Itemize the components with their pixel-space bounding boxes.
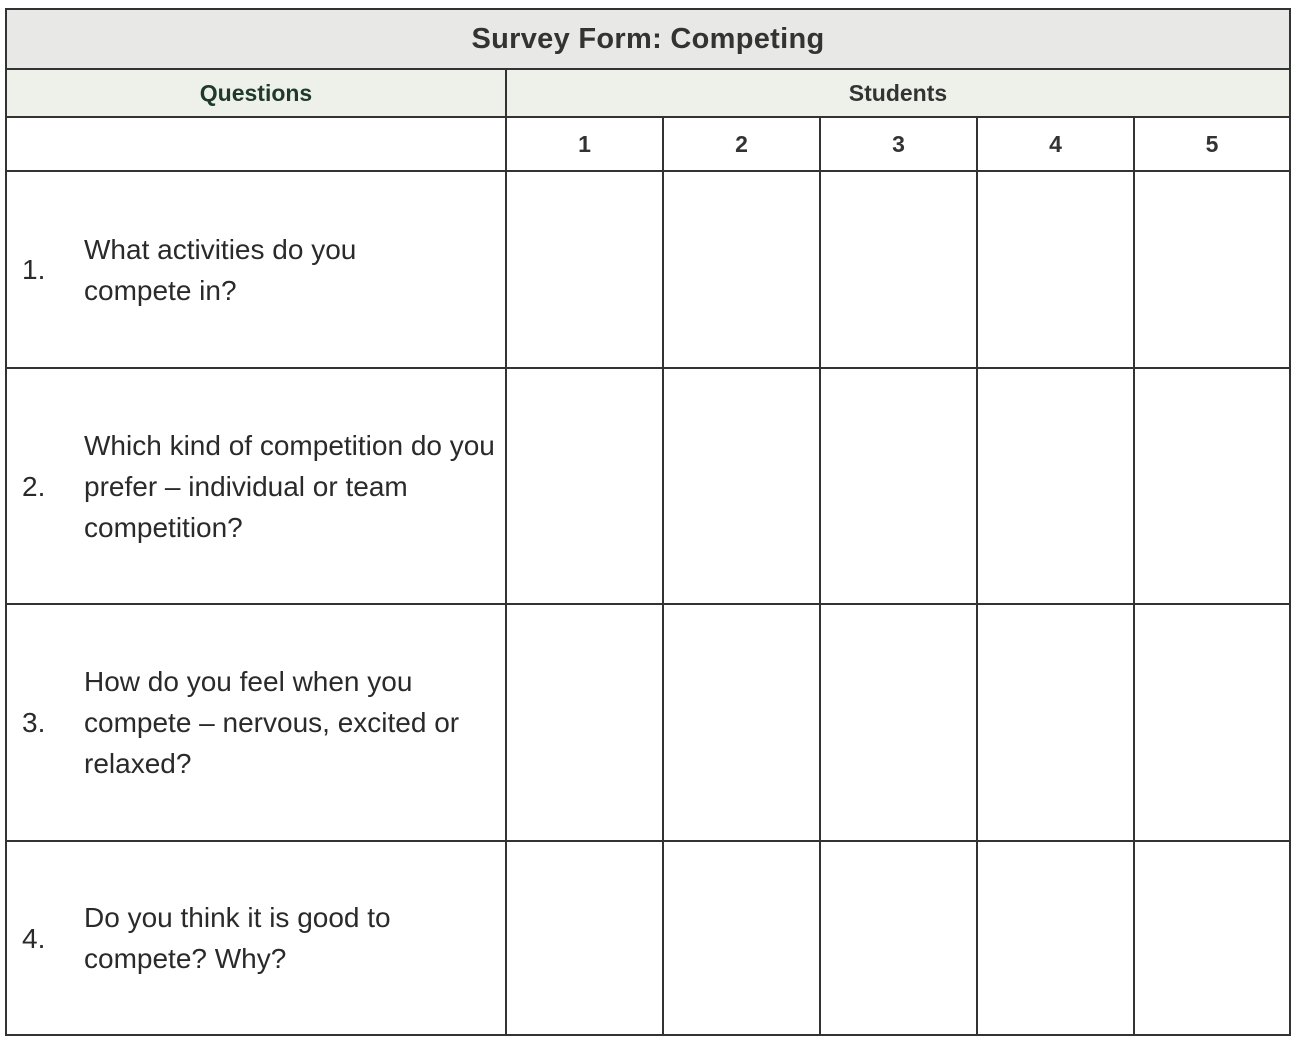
blank-cell: [7, 118, 507, 170]
answer-cell[interactable]: [1135, 605, 1289, 840]
question-cell: [7, 605, 507, 840]
answer-cell[interactable]: [507, 605, 664, 840]
answer-cell[interactable]: [664, 605, 821, 840]
question-row: [7, 172, 1289, 369]
answer-cell[interactable]: [978, 369, 1135, 603]
question-text: How do you feel when you compete – nervous, excited or relaxed?: [84, 666, 460, 779]
student-number-2: 2: [664, 118, 821, 170]
student-number-1: 1: [507, 118, 664, 170]
question-row: [7, 369, 1289, 605]
survey-title: Survey Form: Competing: [7, 10, 1289, 70]
answer-cell[interactable]: [978, 172, 1135, 367]
question-row: [7, 842, 1289, 1034]
question-number: 1.: [22, 254, 46, 285]
answer-cell[interactable]: [507, 842, 664, 1034]
answer-cell[interactable]: [507, 172, 664, 367]
question-number: 4.: [22, 922, 46, 954]
question-cell: [7, 369, 507, 603]
answer-cell[interactable]: [821, 369, 978, 603]
answer-cell[interactable]: [978, 842, 1135, 1034]
answer-cell[interactable]: [1135, 842, 1289, 1034]
student-number-row: [7, 118, 1289, 172]
question-text: Which kind of competition do you prefer – individual or team competition?: [84, 429, 495, 543]
question-cell: [7, 172, 507, 367]
header-row: [7, 70, 1289, 118]
question-text: What activities do you compete in?: [84, 233, 357, 306]
students-header: Students: [848, 79, 948, 106]
answer-cell[interactable]: [1135, 172, 1289, 367]
answer-cell[interactable]: [978, 605, 1135, 840]
answer-cell[interactable]: [1135, 369, 1289, 603]
student-number-3: 3: [821, 118, 978, 170]
questions-header: Questions: [7, 70, 507, 116]
question-number: 2.: [22, 470, 46, 502]
answer-cell[interactable]: [821, 172, 978, 367]
question-number: 3.: [22, 707, 46, 738]
answer-cell[interactable]: [664, 842, 821, 1034]
student-number-4: 4: [978, 118, 1135, 170]
question-text: Do you think it is good to compete? Why?: [84, 902, 391, 974]
answer-cell[interactable]: [664, 172, 821, 367]
answer-cell[interactable]: [507, 369, 664, 603]
student-number-5: 5: [1205, 130, 1219, 157]
answer-cell[interactable]: [664, 369, 821, 603]
answer-cell[interactable]: [821, 842, 978, 1034]
survey-form: [5, 8, 1291, 1036]
answer-cell[interactable]: [821, 605, 978, 840]
question-row: [7, 605, 1289, 842]
question-cell: [7, 842, 507, 1034]
